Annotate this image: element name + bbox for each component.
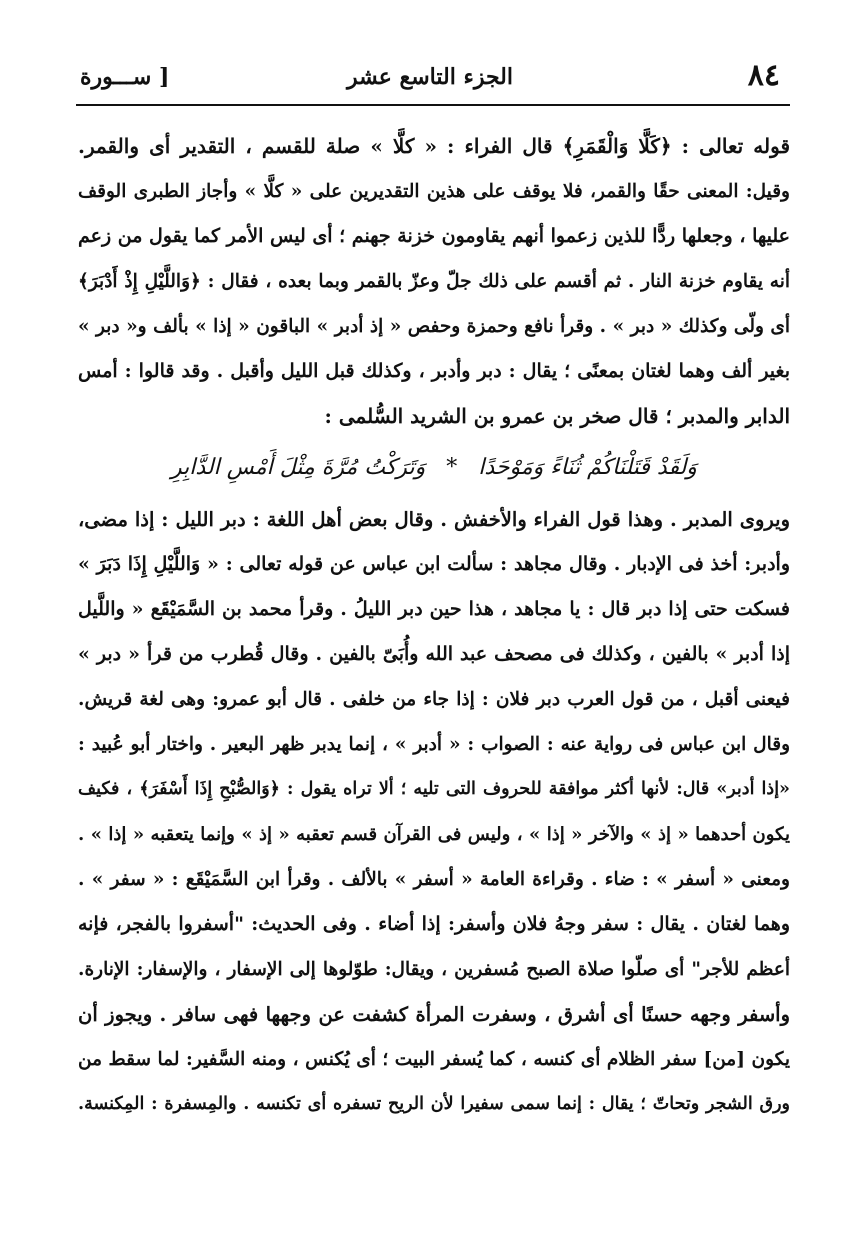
poetry-verse	[78, 439, 790, 497]
header-rule	[76, 104, 790, 106]
text-line: ومعنى « أسفر » : ضاء . وقراءة العامة « أسفر » بالألف . وقرأ ابن السَّمَيْقَع : « سفر » .	[78, 869, 790, 890]
surah-label: [ ســـورة	[80, 64, 170, 90]
page-body	[78, 124, 790, 1127]
text-line: إذا أدبر » بالفين ، وكذلك فى مصحف عبد الله وأُبَىّ بالفين . وقال قُطرب من قرأ « دبر »	[78, 643, 790, 665]
text-line: عليها ، وجعلها ردًّا للذين زعموا أنهم يقاومون خزنة جهنم ؛ أى ليس الأمر كما يقول من زعم	[78, 225, 790, 247]
part-title: الجزء التاسع عشر	[346, 64, 513, 90]
text-line: فسكت حتى إذا دبر قال : يا مجاهد ، هذا حين دبر الليلُ . وقرأ محمد بن السَّمَيْقَع « واللَّيل	[78, 598, 790, 620]
text-line: بغير ألف وهما لغتان بمعنًى ؛ يقال : دبر وأدبر ، وكذلك قبل الليل وأقبل . وقد قالوا : أمس	[78, 360, 790, 382]
text-line: ورق الشجر وتحاتّ ؛ يقال : إنما سمى سفيرا لأن الريح تسفره أى تكنسه . والمِسفرة : المِكنسة.	[78, 1094, 790, 1114]
text-line: وأدبر: أخذ فى الإدبار . وقال مجاهد : سألت ابن عباس عن قوله تعالى : « وَاللَّيْلِ إِذَا دَبَرَ »	[78, 553, 790, 575]
text-line: فيعنى أقبل ، من قول العرب دبر فلان : إذا جاء من خلفى . قال أبو عمرو: وهى لغة قريش.	[78, 689, 790, 710]
text-line: ويروى المدبر . وهذا قول الفراء والأخفش . وقال بعض أهل اللغة : دبر الليل : إذا مضى،	[78, 508, 790, 531]
text-line: الدابر والمدبر ؛ قال صخر بن عمرو بن الشريد السُّلمى :	[324, 404, 790, 428]
text-line: أعظم للأجر" أى صلّوا صلاة الصبح مُسفرين ، ويقال: طوّلوها إلى الإسفار ، والإسفار: الإنارة.	[78, 959, 790, 980]
verse-second-hemistich: وَتَرَكْتُ مُرَّةَ مِثْلَ أَمْسِ الدَّابِرِ	[171, 455, 426, 480]
verse-separator: *	[446, 455, 458, 480]
text-line: وقال ابن عباس فى رواية عنه : الصواب : « أدبر » ، إنما يدبر ظهر البعير . واختار أبو عُبيد :	[78, 734, 790, 755]
verse-first-hemistich: وَلَقَدْ قَتَلْنَاكُمْ ثُنَاءً وَمَوْحَدًا	[478, 455, 697, 480]
text-line: وقيل: المعنى حقًا والقمر، فلا يوقف على هذين التقديرين على « كلَّا » وأجاز الطبرى الوقف	[78, 181, 790, 202]
text-line: قوله تعالى : ﴿كَلَّا وَالْقَمَرِ﴾ قال الفراء : « كلَّا » صلة للقسم ، التقدير أى والقمر.	[78, 134, 790, 158]
text-line: أنه يقاوم خزنة النار . ثم أقسم على ذلك جلّ وعزّ بالقمر وبما بعده ، فقال : ﴿وَاللَّيْلِ إِذْ أَدْبَرَ﴾	[78, 271, 790, 292]
text-line: أى ولّى وكذلك « دبر » . وقرأ نافع وحمزة وحفص « إذ أدبر » الباقون « إذا » بألف و« دبر »	[78, 316, 790, 337]
page-header	[76, 52, 784, 100]
text-line: يكون [من] سفر الظلام أى كنسه ، كما يُسفر البيت ؛ أى يُكنس ، ومنه السَّفير: لما سقط من	[78, 1049, 790, 1070]
text-line: وأسفر وجهه حسنًا أى أشرق ، وسفرت المرأة كشفت عن وجهها فهى سافر . ويجوز أن	[78, 1003, 790, 1026]
text-line: وهما لغتان . يقال : سفر وجهُ فلان وأسفر: إذا أضاء . وفى الحديث: "أسفروا بالفجر، فإنه	[78, 913, 790, 935]
page-number: ٨٤	[747, 58, 780, 93]
text-line: يكون أحدهما « إذ » والآخر « إذا » ، وليس فى القرآن قسم تعقبه « إذ » وإنما يتعقبه « إذا » .	[78, 824, 790, 845]
text-line: «إذا أدبر» قال: لأنها أكثر موافقة للحروف التى تليه ؛ ألا تراه يقول : ﴿وَالصُّبْحِ إِذَا أَسْفَرَ﴾ ، فكيف	[78, 779, 790, 799]
